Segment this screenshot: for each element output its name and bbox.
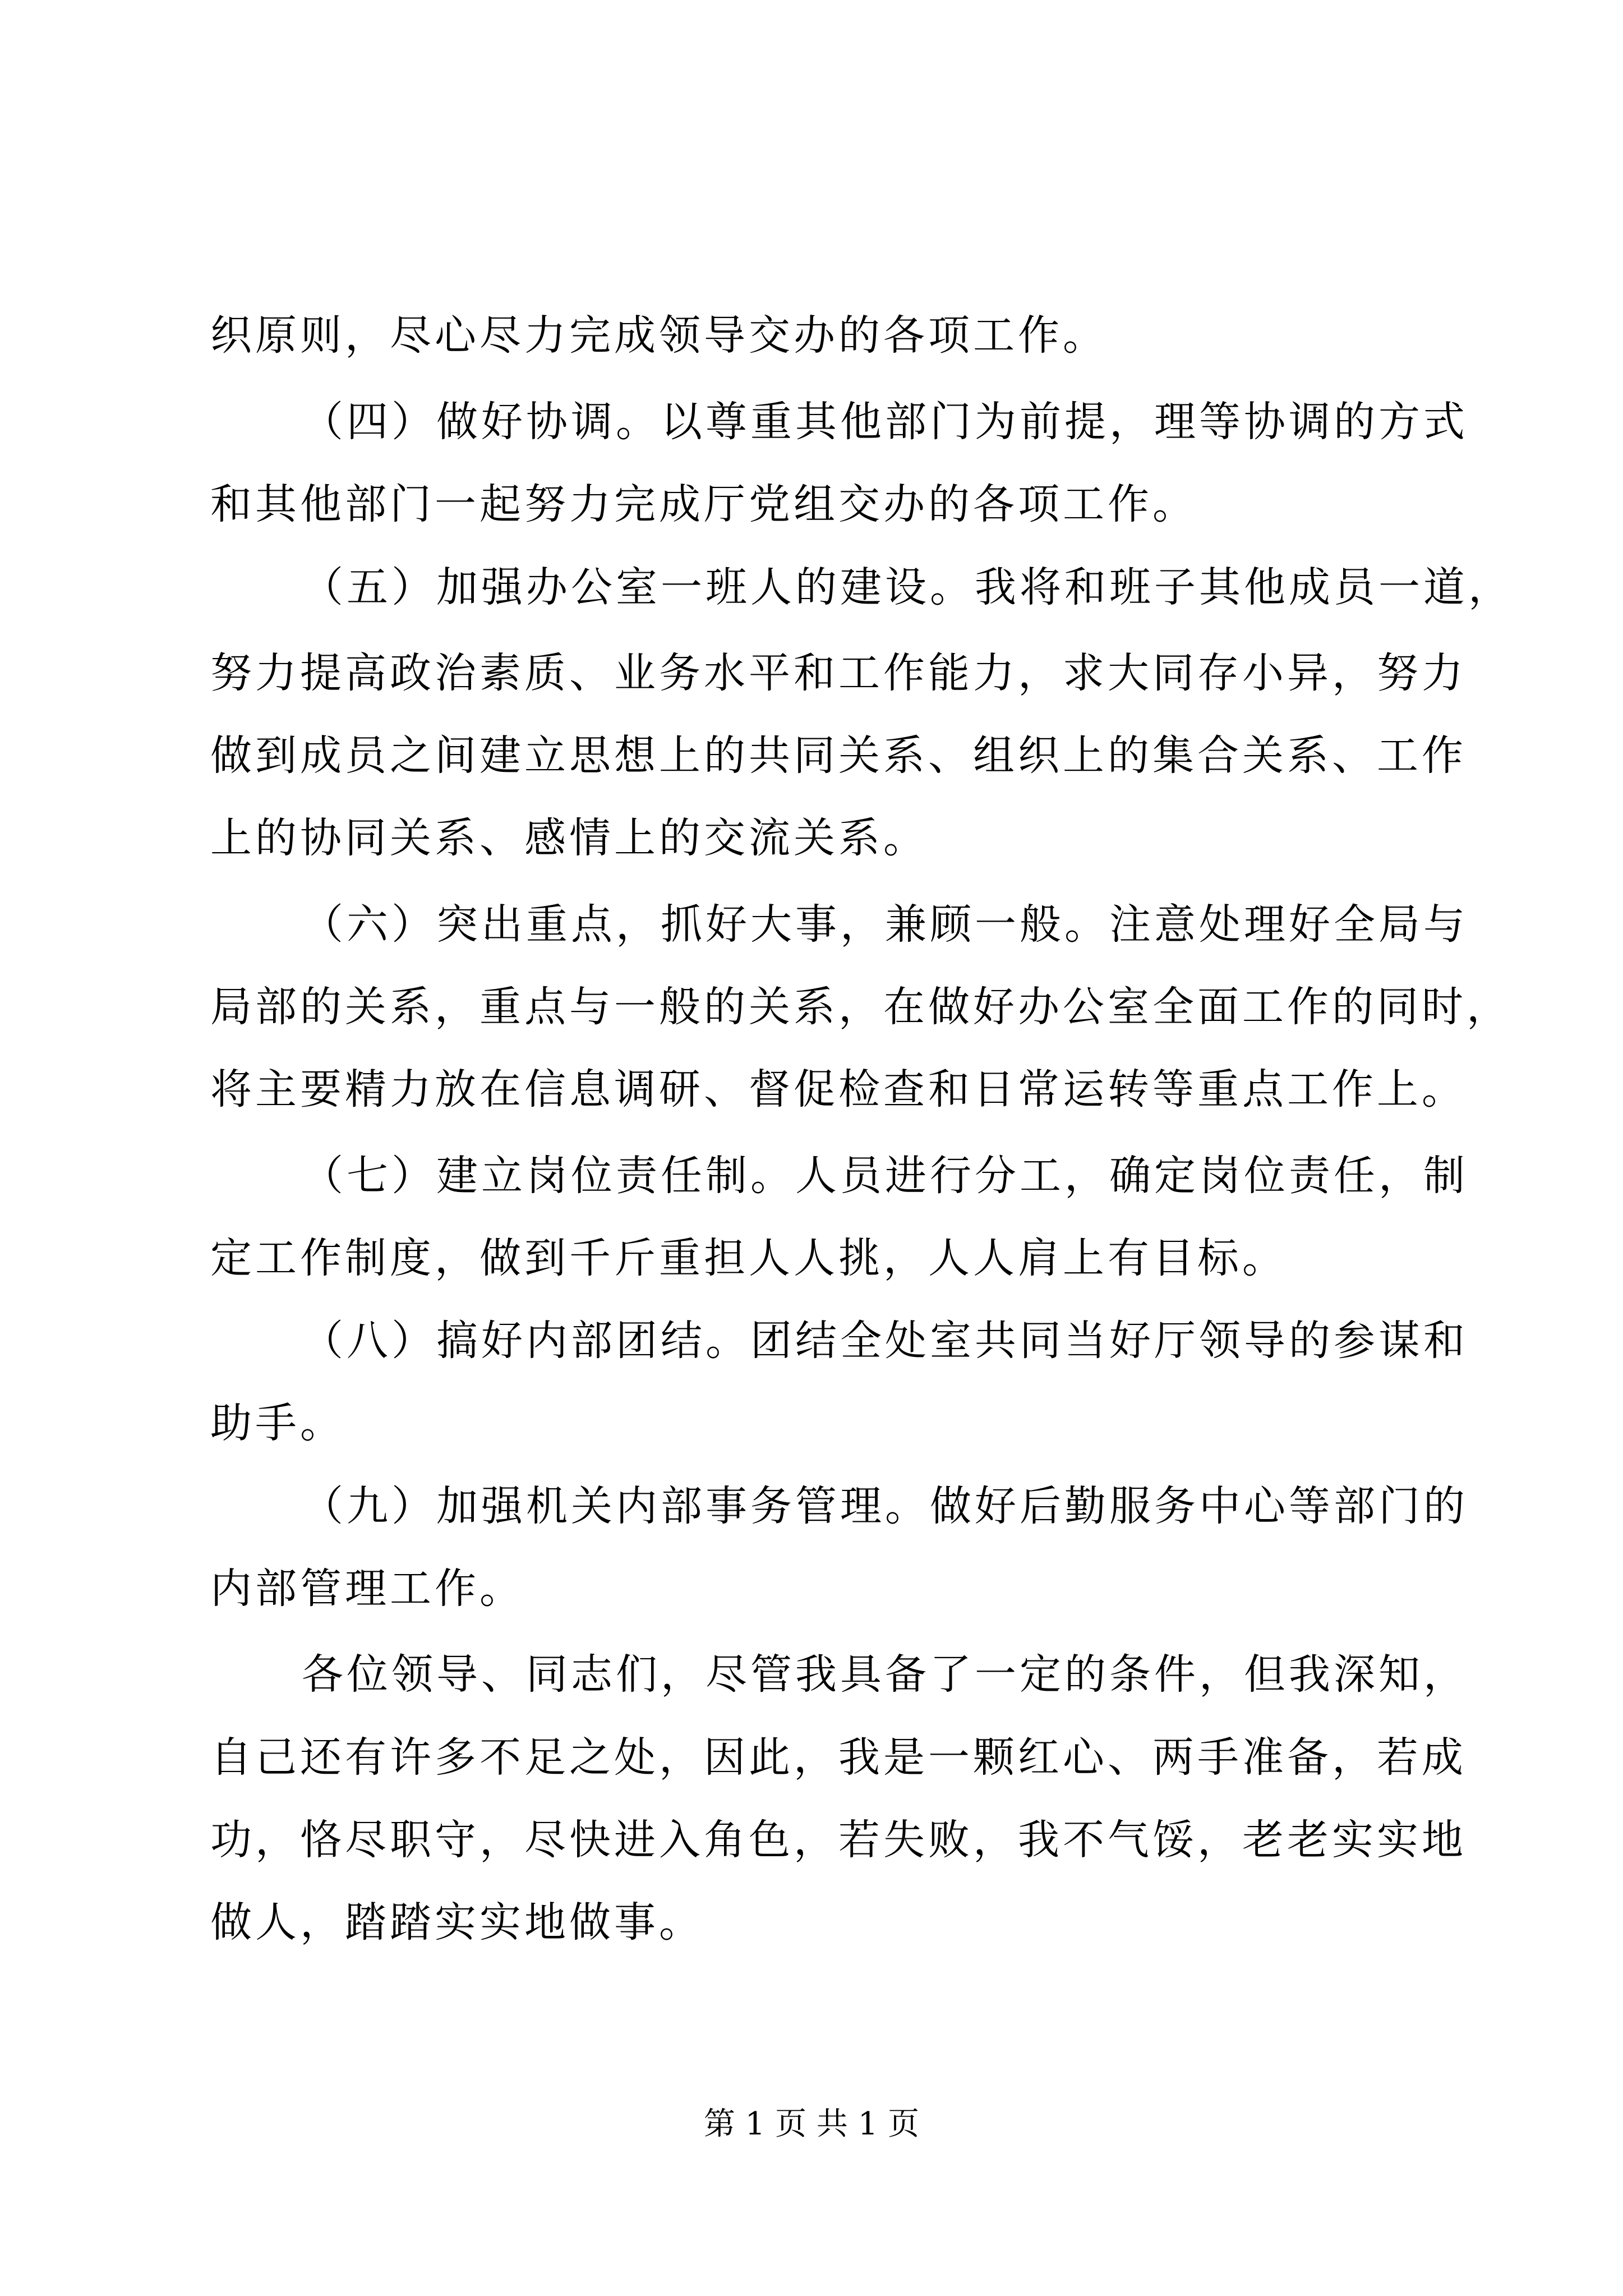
text-line: 将主要精力放在信息调研、督促检查和日常运转等重点工作上。 xyxy=(210,1065,1467,1114)
text-line: 做到成员之间建立思想上的共同关系、组织上的集合关系、工作 xyxy=(210,731,1467,780)
text-line: 上的协同关系、感情上的交流关系。 xyxy=(210,814,928,862)
text-line: 局部的关系，重点与一般的关系，在做好办公室全面工作的同时， xyxy=(210,983,1511,1031)
text-line: 努力提高政治素质、业务水平和工作能力，求大同存小异，努力 xyxy=(210,649,1467,697)
text-line: 定工作制度，做到千斤重担人人挑，人人肩上有目标。 xyxy=(210,1234,1287,1282)
text-line: 各位领导、同志们，尽管我具备了一定的条件，但我深知， xyxy=(302,1650,1468,1699)
text-line: （九）加强机关内部事务管理。做好后勤服务中心等部门的 xyxy=(302,1482,1468,1530)
text-line: （五）加强办公室一班人的建设。我将和班子其他成员一道， xyxy=(302,563,1513,611)
text-line: （八）搞好内部团结。团结全处室共同当好厅领导的参谋和 xyxy=(302,1317,1468,1365)
text-line: 功，恪尽职守，尽快进入角色，若失败，我不气馁，老老实实地 xyxy=(210,1816,1467,1864)
text-line: （六）突出重点，抓好大事，兼顾一般。注意处理好全局与 xyxy=(302,900,1468,949)
text-line: 内部管理工作。 xyxy=(210,1565,524,1613)
page-footer: 第 1 页 共 1 页 xyxy=(703,2106,920,2142)
text-line: 助手。 xyxy=(210,1399,345,1447)
text-line: 织原则，尽心尽力完成领导交办的各项工作。 xyxy=(210,311,1108,360)
text-line: 做人，踏踏实实地做事。 xyxy=(210,1898,704,1947)
text-line: （四）做好协调。以尊重其他部门为前提，理等协调的方式 xyxy=(302,398,1468,446)
text-line: 自己还有许多不足之处，因此，我是一颗红心、两手准备，若成 xyxy=(210,1733,1467,1782)
text-line: （七）建立岗位责任制。人员进行分工，确定岗位责任，制 xyxy=(302,1152,1468,1200)
text-line: 和其他部门一起努力完成厅党组交办的各项工作。 xyxy=(210,480,1197,528)
